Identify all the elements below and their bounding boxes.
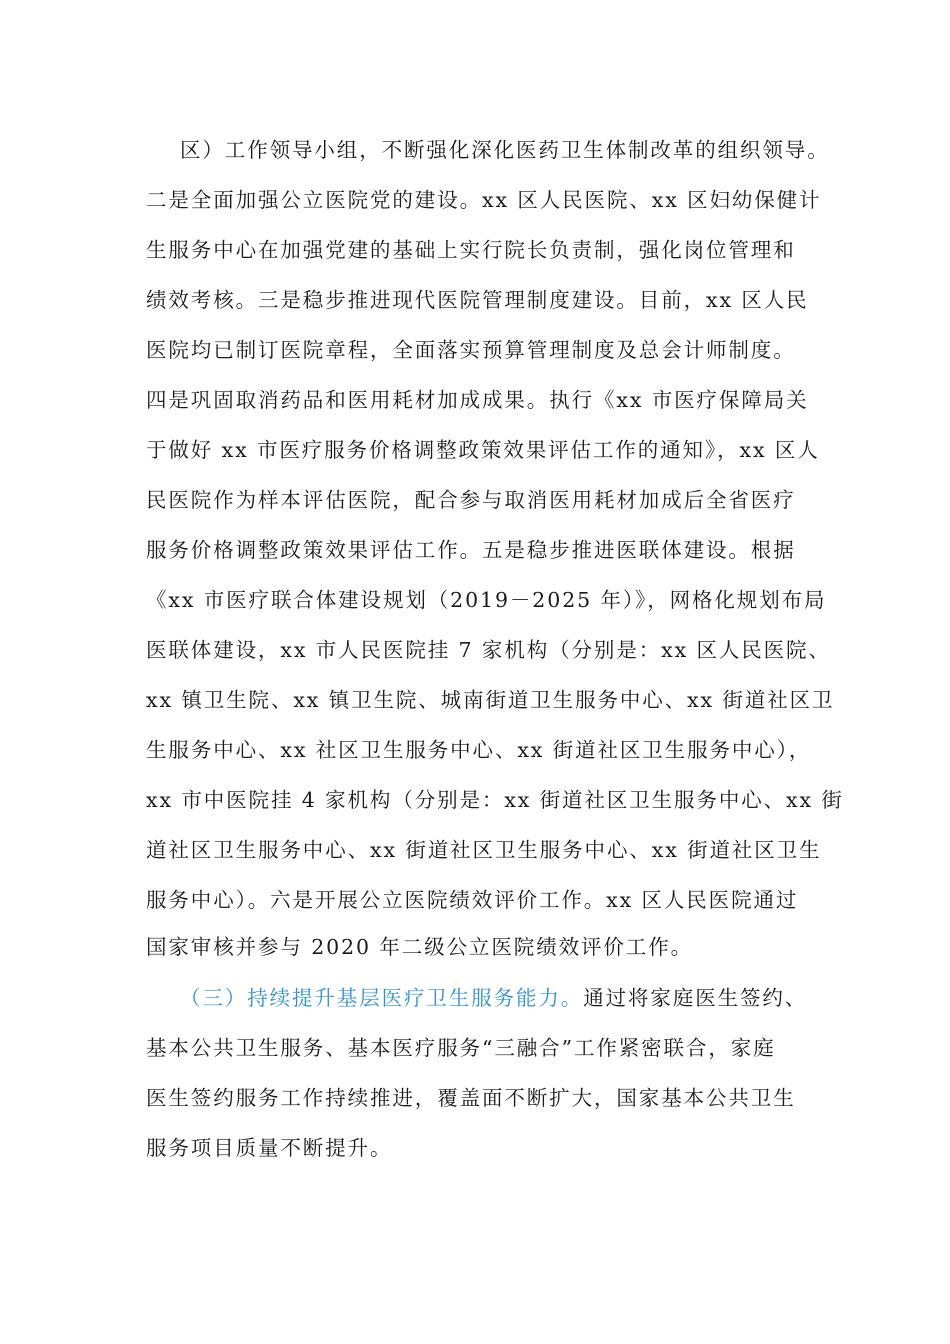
- paragraph-line: 二是全面加强公立医院党的建设。xx 区人民医院、xx 区妇幼保健计: [146, 188, 822, 212]
- section-3-first-line: [180, 983, 807, 1013]
- paragraph-line: 医院均已制订医院章程，全面落实预算管理制度及总会计师制度。: [146, 338, 796, 362]
- paragraph-line: 生服务中心、xx 社区卫生服务中心、xx 街道社区卫生服务中心），: [146, 738, 812, 762]
- paragraph-line: 绩效考核。三是稳步推进现代医院管理制度建设。目前，xx 区人民: [146, 288, 809, 312]
- paragraph-line: 四是巩固取消药品和医用耗材加成成果。执行《xx 市医疗保障局关: [146, 388, 809, 412]
- paragraph-line: 服务价格调整政策效果评估工作。五是稳步推进医联体建设。根据: [146, 538, 796, 562]
- paragraph-line: 医生签约服务工作持续推进，覆盖面不断扩大，国家基本公共卫生: [146, 1086, 796, 1110]
- paragraph-line: xx 市中医院挂 4 家机构（分别是：xx 街道社区卫生服务中心、xx 街: [146, 788, 844, 812]
- paragraph-line: 服务项目质量不断提升。: [146, 1136, 393, 1160]
- paragraph-line: xx 镇卫生院、xx 镇卫生院、城南街道卫生服务中心、xx 街道社区卫: [146, 688, 835, 712]
- paragraph-line: 道社区卫生服务中心、xx 街道社区卫生服务中心、xx 街道社区卫生: [146, 838, 822, 862]
- section-3-first-line-text: 通过将家庭医生签约、: [583, 986, 808, 1010]
- paragraph-line: 区）工作领导小组，不断强化深化医药卫生体制改革的组织领导。: [180, 138, 830, 162]
- paragraph-line: 医联体建设，xx 市人民医院挂 7 家机构（分别是：xx 区人民医院、: [146, 638, 831, 662]
- paragraph-line: 《xx 市医疗联合体建设规划（2019－2025 年）》，网格化规划布局: [146, 588, 827, 612]
- paragraph-line: 生服务中心在加强党建的基础上实行院长负责制，强化岗位管理和: [146, 238, 796, 262]
- paragraph-line: 基本公共卫生服务、基本医疗服务“三融合”工作紧密联合，家庭: [146, 1036, 776, 1060]
- paragraph-line: 服务中心）。六是开展公立医院绩效评价工作。xx 区人民医院通过: [146, 888, 799, 912]
- paragraph-line: 民医院作为样本评估医院，配合参与取消医用耗材加成后全省医疗: [146, 488, 796, 512]
- paragraph-line: 于做好 xx 市医疗服务价格调整政策效果评估工作的通知》，xx 区人: [146, 438, 820, 462]
- section-3-heading: （三）持续提升基层医疗卫生服务能力。: [180, 986, 584, 1010]
- paragraph-line: 国家审核并参与 2020 年二级公立医院绩效评价工作。: [146, 935, 694, 959]
